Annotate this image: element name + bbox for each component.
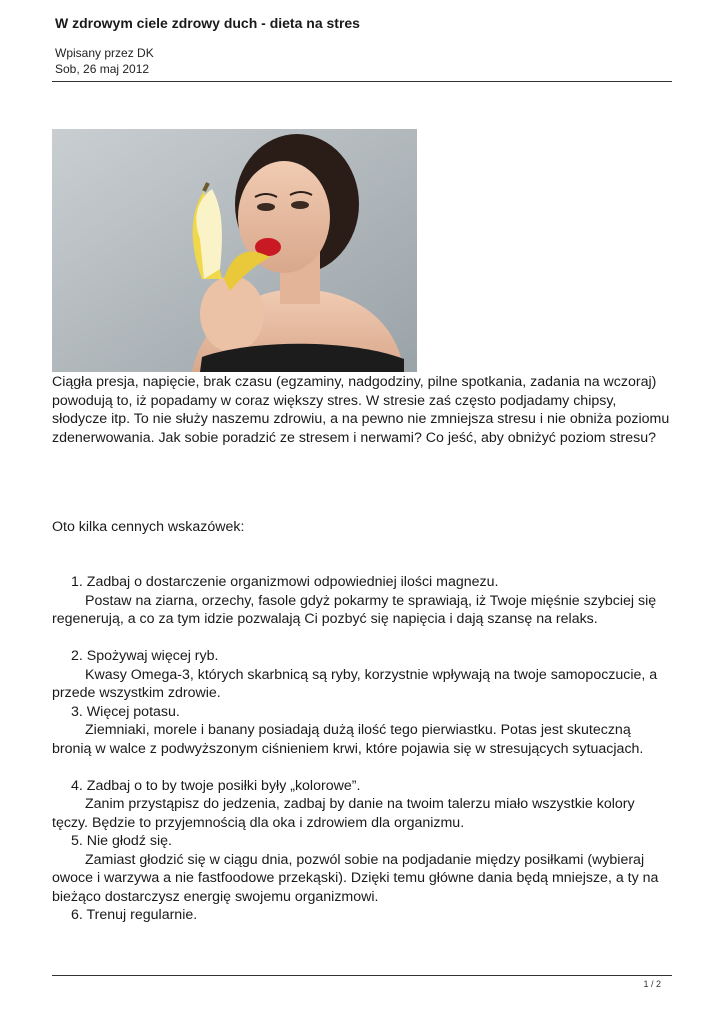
- list-item-title: 1. Zadbaj o dostarczenie organizmowi odpowiedniej ilości magnezu.: [71, 574, 499, 590]
- tips-heading: Oto kilka cennych wskazówek:: [52, 519, 245, 535]
- list-item-desc: Zamiast głodzić się w ciągu dnia, pozwól sobie na podjadanie między posiłkami (wybieraj owoce i warzywa a nie fastfoodowe przekąski). Dzięki temu główne dania będą mniejsze, a ty na bieżąco dostarczysz energię swojemu organizmowi.: [52, 851, 659, 905]
- list-item-desc: Zanim przystąpisz do jedzenia, zadbaj by danie na twoim talerzu miało wszystkie kolory tęczy. Będzie to przyjemnością dla oka i zdrowiem dla organizmu.: [52, 796, 635, 831]
- list-item-title: 4. Zadbaj o to by twoje posiłki były „kolorowe”.: [71, 777, 361, 794]
- list-item-title: 3. Więcej potasu.: [71, 703, 180, 720]
- footer-divider: [52, 975, 672, 976]
- intro-paragraph: Ciągła presja, napięcie, brak czasu (egzaminy, nadgodziny, pilne spotkania, zadania na wczoraj) powodują to, iż popadamy w coraz większy stres. W stresie zaś często podjadamy chipsy, słodycze itp. To nie służy naszemu zdrowiu, a na pewno nie zmniejsza stresu i nie obniża poziomu zdenerwowania. Jak sobie poradzić ze stresem i nerwami? Co jeść, aby obniżyć poziom stresu?: [52, 374, 670, 446]
- list-item-desc: Postaw na ziarna, orzechy, fasole gdyż pokarmy te sprawiają, iż Twoje mięśnie szybciej się regenerują, a co za tym idzie pozwalają Ci pozbyć się napięcia i dają szansę na relaks.: [52, 592, 657, 627]
- page-number: 1 / 2: [643, 979, 661, 989]
- article-photo: [52, 129, 417, 372]
- tips-list: [52, 573, 672, 925]
- list-item-desc: Ziemniaki, morele i banany posiadają dużą ilość tego pierwiastku. Potas jest skuteczną bronią w walce z podwyższonym ciśnieniem krwi, które pojawia się w stresujących sytuacjach.: [52, 722, 644, 757]
- publish-date: Sob, 26 maj 2012: [55, 62, 150, 76]
- list-item-desc: Kwasy Omega-3, których skarbnicą są ryby, korzystnie wpływają na twoje samopoczucie, a przede wszystkim zdrowie.: [52, 666, 658, 701]
- page-title: W zdrowym ciele zdrowy duch - dieta na stres: [55, 15, 360, 31]
- list-item-title: 6. Trenuj regularnie.: [71, 907, 198, 923]
- header-divider: [52, 81, 672, 82]
- author-line: Wpisany przez DK: [55, 46, 154, 60]
- list-item-title: 2. Spożywaj więcej ryb.: [71, 648, 219, 664]
- list-item-title: 5. Nie głodź się.: [71, 833, 172, 849]
